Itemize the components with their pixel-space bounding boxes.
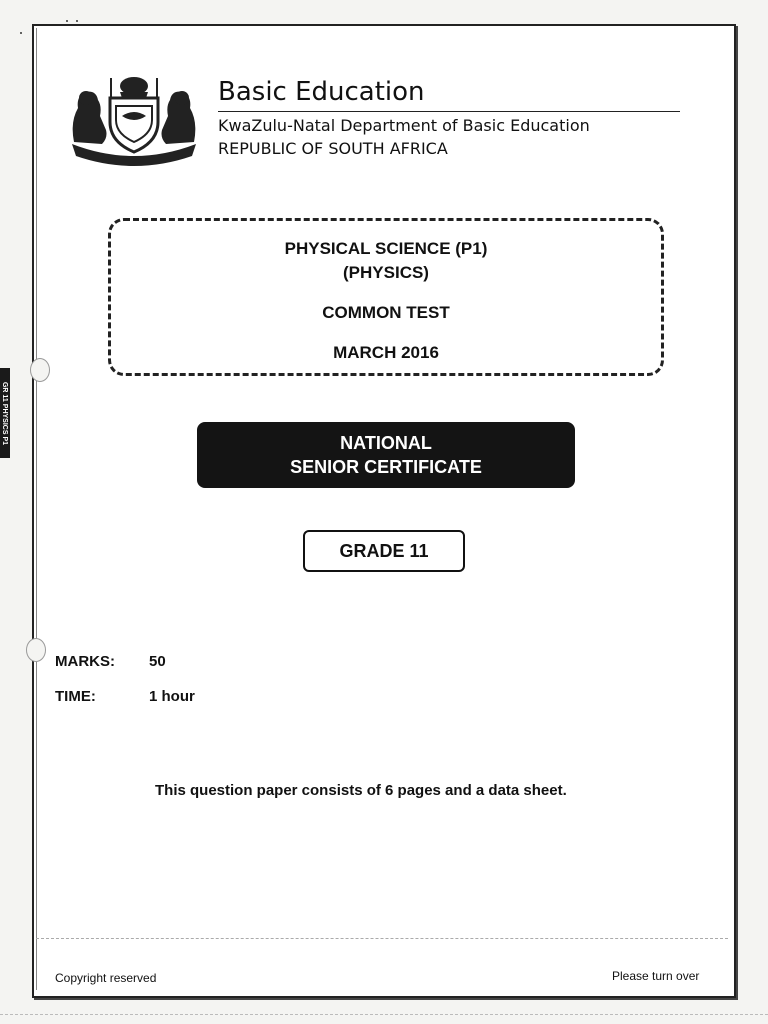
punch-hole-bottom bbox=[26, 638, 46, 662]
side-tab bbox=[0, 368, 10, 458]
department-block bbox=[218, 78, 680, 158]
test-type: COMMON TEST bbox=[322, 303, 450, 322]
certificate-line-2: SENIOR CERTIFICATE bbox=[290, 457, 482, 477]
frame-inner-rule bbox=[36, 28, 37, 990]
marks-label: MARKS: bbox=[55, 653, 115, 670]
subject-subtitle: (PHYSICS) bbox=[343, 263, 429, 282]
subject-box bbox=[108, 218, 664, 376]
coat-of-arms-icon bbox=[66, 72, 202, 168]
scan-speck bbox=[66, 20, 68, 22]
certificate-banner bbox=[197, 422, 575, 488]
turn-over-text: Please turn over bbox=[612, 969, 700, 983]
time-value: 1 hour bbox=[149, 688, 195, 705]
grade-box bbox=[303, 530, 465, 572]
copyright-text: Copyright reserved bbox=[55, 971, 157, 985]
punch-hole-top bbox=[30, 358, 50, 382]
scan-speck bbox=[20, 32, 22, 34]
country-name: REPUBLIC OF SOUTH AFRICA bbox=[218, 138, 448, 158]
grade-label: GRADE 11 bbox=[339, 540, 429, 561]
side-tab-label: GR 11 PHYSICS P1 bbox=[1, 381, 9, 445]
scan-edge-rule bbox=[0, 1014, 768, 1015]
department-title: Basic Education bbox=[218, 78, 680, 112]
department-name: KwaZulu-Natal Department of Basic Education bbox=[218, 115, 590, 135]
page-count-note: This question paper consists of 6 pages and a data sheet. bbox=[155, 782, 567, 799]
test-date: MARCH 2016 bbox=[333, 343, 439, 362]
marks-value: 50 bbox=[149, 653, 166, 670]
time-label: TIME: bbox=[55, 688, 96, 705]
subject-title: PHYSICAL SCIENCE (P1) bbox=[284, 239, 488, 258]
footer-divider bbox=[36, 938, 728, 939]
marks-row bbox=[55, 653, 166, 670]
scan-speck bbox=[76, 20, 78, 22]
certificate-line-1: NATIONAL bbox=[340, 433, 432, 453]
time-row bbox=[55, 688, 195, 705]
header bbox=[66, 72, 682, 172]
